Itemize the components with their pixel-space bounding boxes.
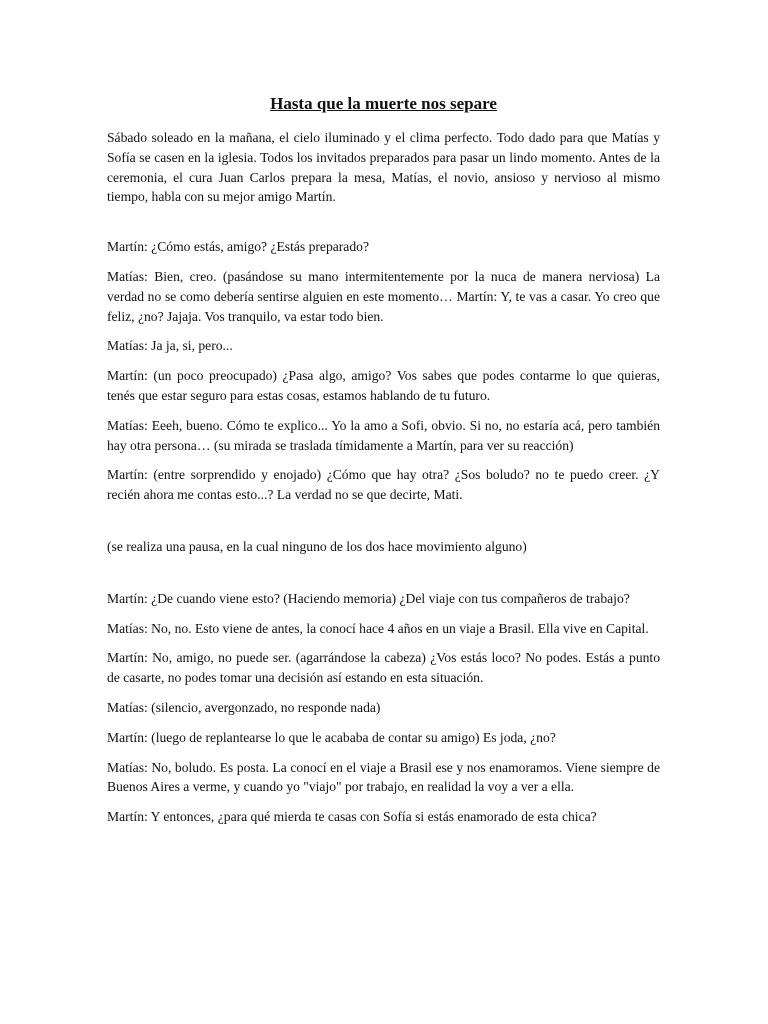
document-page — [107, 92, 660, 837]
paragraph-dialogue: Matías: Bien, creo. (pasándose su mano intermitentemente por la nuca de manera nerviosa) La verdad no se como debería sentirse alguien en este momento… Martín: Y, te vas a casar. Yo creo que feliz, ¿no? Jajaja. Vos tranquilo, va estar todo bien. — [107, 268, 660, 324]
document-title: Hasta que la muerte nos separe — [270, 94, 497, 113]
paragraph-dialogue: Matías: Eeeh, bueno. Cómo te explico... Yo la amo a Sofi, obvio. Si no, no estaría acá, pero también hay otra persona… (su mirada se traslada tímidamente a Martín, para ver su reacción) — [107, 417, 660, 453]
paragraph-intro: Sábado soleado en la mañana, el cielo iluminado y el clima perfecto. Todo dado para que Matías y Sofía se casen en la iglesia. Todos los invitados preparados para pasar un lindo momento. Antes de la ceremonia, el cura Juan Carlos prepara la mesa, Matías, el novio, ansioso y nervioso al mismo tiempo, habla con su mejor amigo Martín. — [107, 130, 660, 205]
paragraph-dialogue: Martín: (luego de replantearse lo que le acababa de contar su amigo) Es joda, ¿no? — [107, 729, 556, 745]
paragraph-dialogue: Matías: Ja ja, si, pero... — [107, 338, 233, 354]
paragraph-stage-direction: (se realiza una pausa, en la cual ninguno de los dos hace movimiento alguno) — [107, 538, 527, 554]
paragraph-dialogue: Martín: (entre sorprendido y enojado) ¿Cómo que hay otra? ¿Sos boludo? no te puedo creer. ¿Y recién ahora me contas esto...? La verdad no se que decirte, Mati. — [107, 467, 660, 503]
paragraph-dialogue: Matías: No, no. Esto viene de antes, la conocí hace 4 años en un viaje a Brasil. Ella vive en Capital. — [107, 620, 649, 636]
paragraph-dialogue: Martín: (un poco preocupado) ¿Pasa algo, amigo? Vos sabes que podes contarme lo que quieras, tenés que estar seguro para estas cosas, estamos hablando de tu futuro. — [107, 368, 660, 403]
paragraph-dialogue: Martín: No, amigo, no puede ser. (agarrándose la cabeza) ¿Vos estás loco? No podes. Estás a punto de casarte, no podes tomar una decisión así estando en esta situación. — [107, 650, 660, 686]
paragraph-dialogue: Martín: ¿Cómo estás, amigo? ¿Estás preparado? — [107, 239, 369, 255]
paragraph-dialogue: Martín: ¿De cuando viene esto? (Haciendo memoria) ¿Del viaje con tus compañeros de trabajo? — [107, 590, 630, 606]
paragraph-dialogue: Martín: Y entonces, ¿para qué mierda te casas con Sofía si estás enamorado de esta chica? — [107, 809, 597, 825]
paragraph-dialogue: Matías: (silencio, avergonzado, no responde nada) — [107, 699, 381, 715]
paragraph-dialogue: Matías: No, boludo. Es posta. La conocí en el viaje a Brasil ese y nos enamoramos. Viene siempre de Buenos Aires a verme, y cuando yo "viajo" por trabajo, en realidad la voy a ver a ella. — [107, 759, 660, 795]
